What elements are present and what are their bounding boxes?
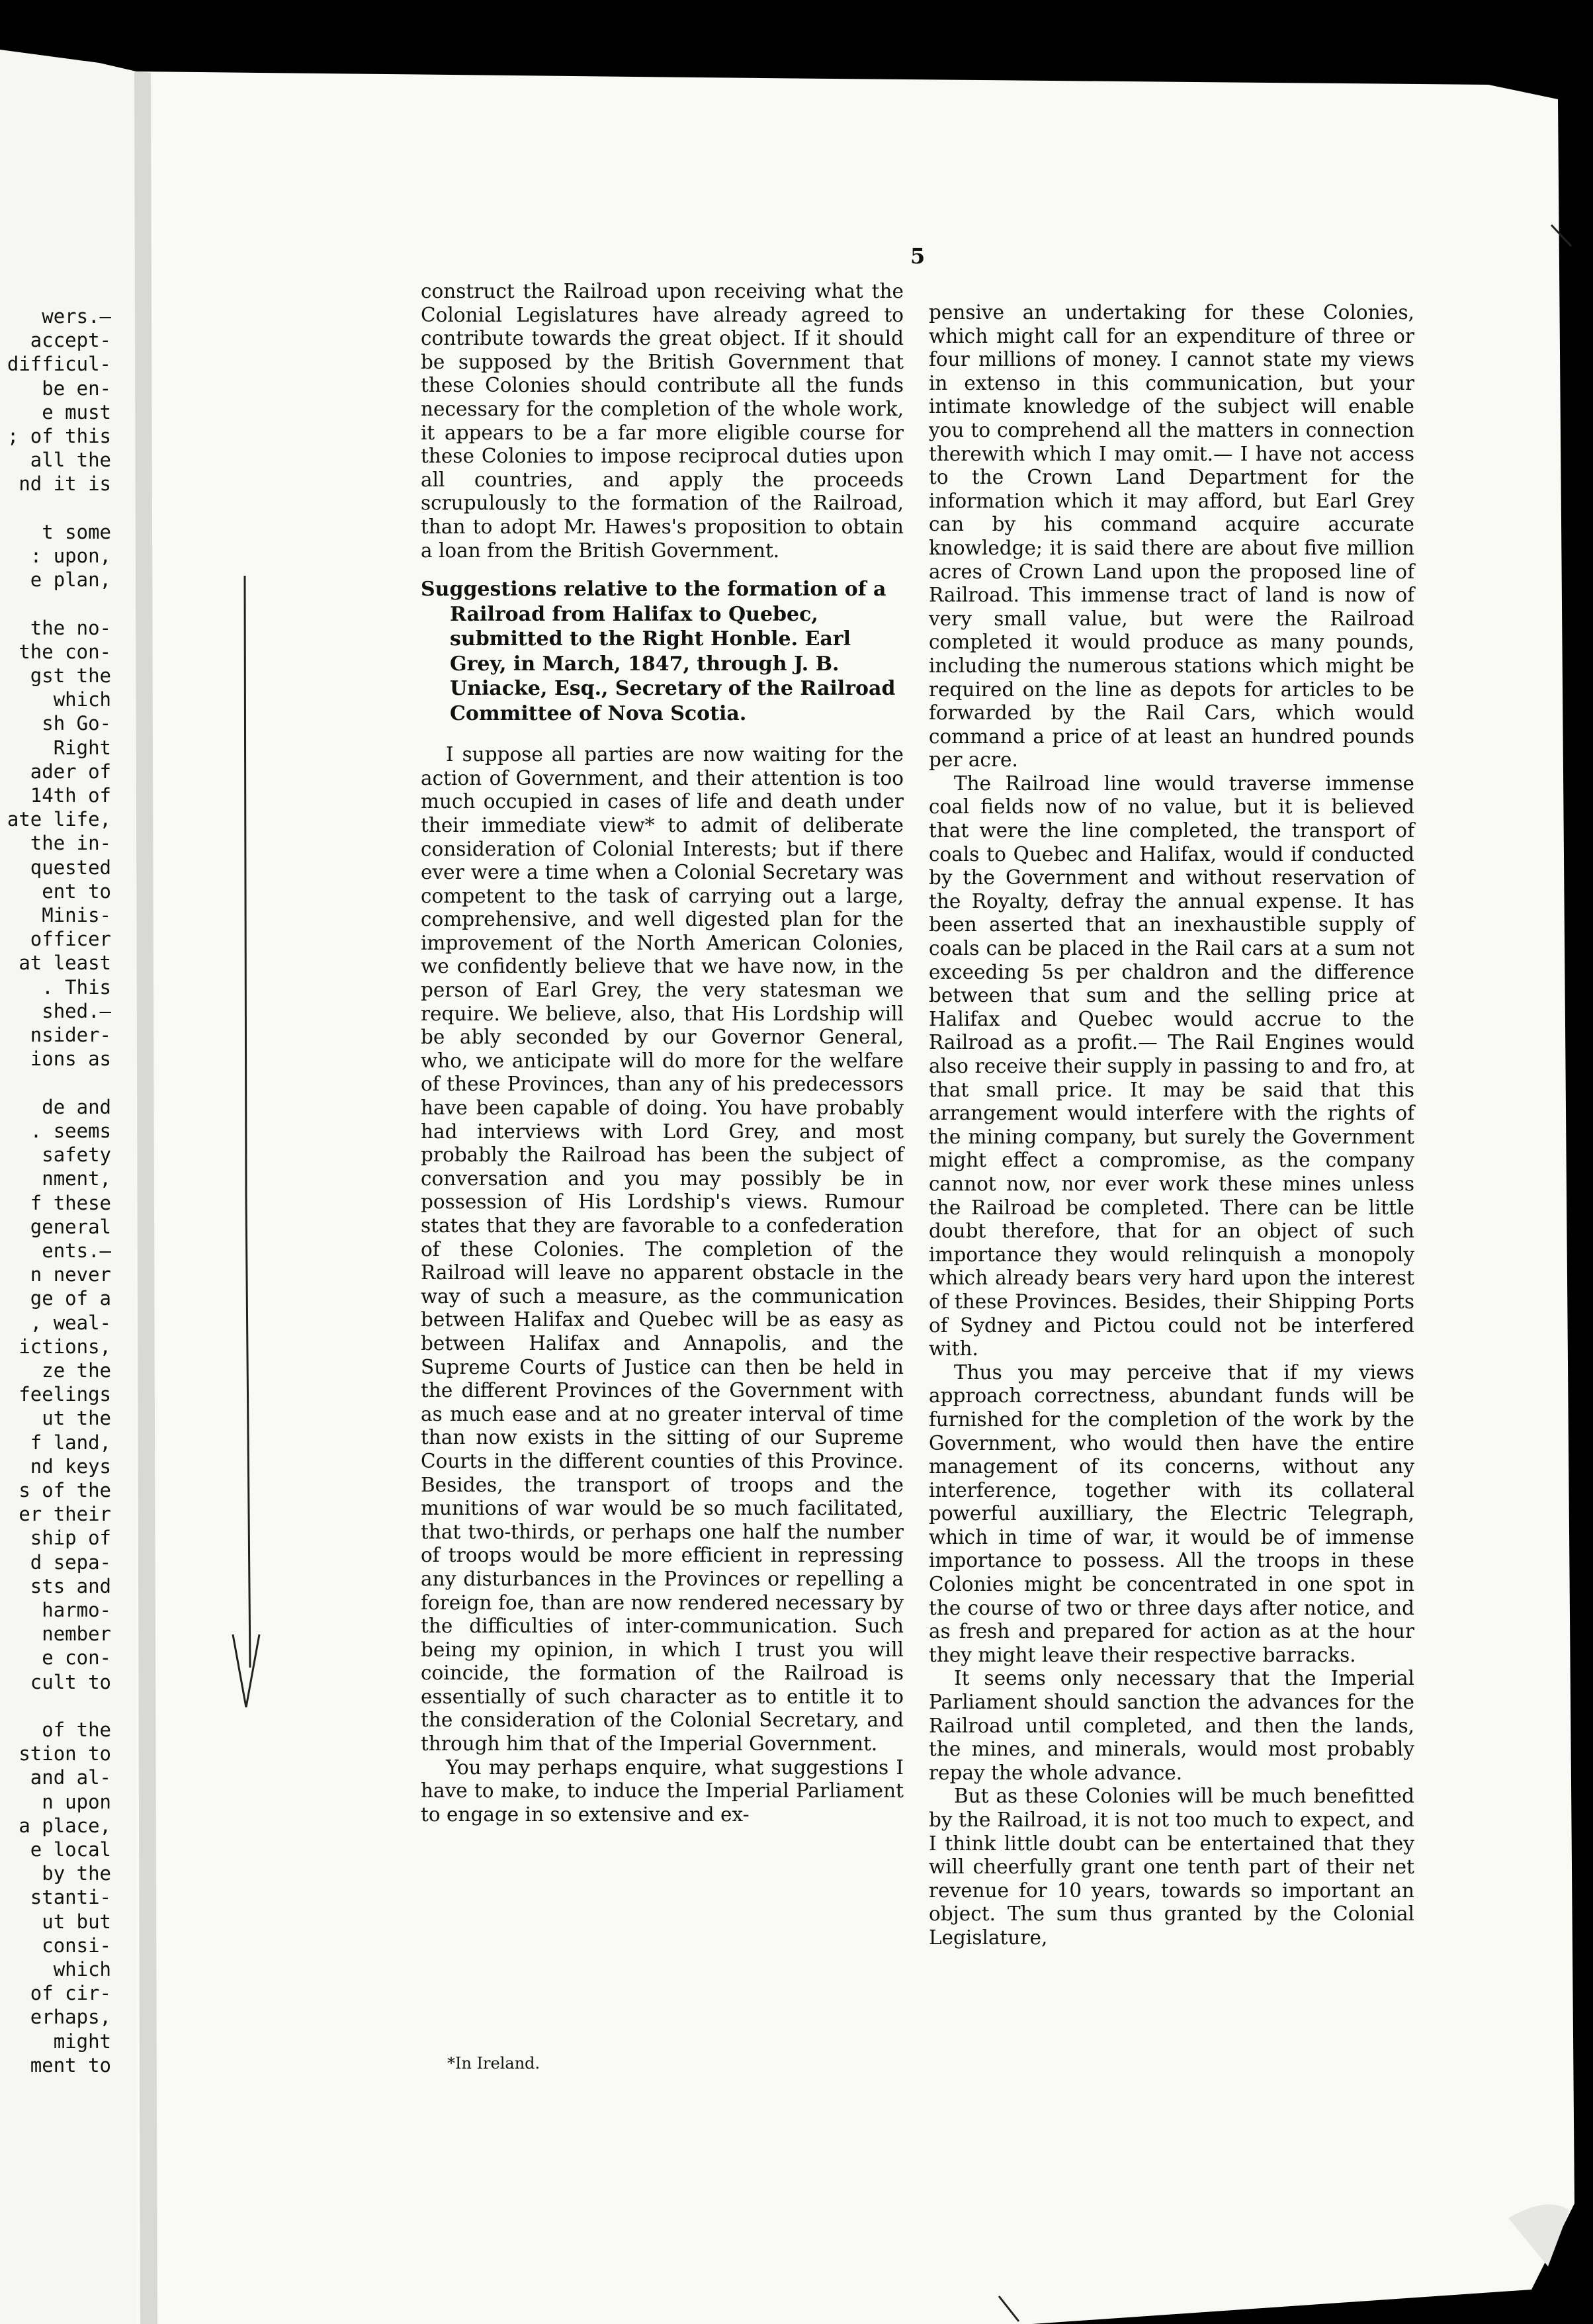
- page-number: 5: [910, 244, 926, 269]
- paragraph: pensive an undertaking for these Colonies, which might call for an expenditure of three or four millions of money. I cannot state my views in extenso in this communication, but your intimate knowledge of the subject will enable you to comprehend all the matters in connection therewith which I may omit.— I have not access to the Crown Land Department for the information which it may afford, but Earl Grey can by his command acquire accurate knowledge; it is said there are about five million acres of Crown Land upon the proposed line of Railroad. This immense tract of land is now of very small value, but were the Railroad completed it would produce as many pounds, including the numerous stations which might be required on the line as depots for articles to be forwarded by the Rail Cars, which would command a price of at least an hundred pounds per acre.: [929, 301, 1414, 772]
- article-heading: Suggestions relative to the formation of a Railroad from Halifax to Quebec, submitted to the Right Honble. Earl Grey, in March, 1847, through J. B. Uniacke, Esq., Secretary of the Railroad Committee of Nova Scotia.: [421, 578, 896, 725]
- paragraph: But as these Colonies will be much benefitted by the Railroad, it is not too much to expect, and I think little doubt can be entertained that they will cheerfully grant one tenth part of their net revenue for 10 years, towards so important an object. The sum thus granted by the Colonial Legislature,: [929, 1785, 1414, 1949]
- paragraph: Thus you may perceive that if my views approach correctness, abundant funds will be furnished for the completion of the work by the Government, who would then have the entire management of its concerns, without any interference, together with its collateral powerful auxilliary, the Electric Telegraph, which in time of war, it would be of immense importance to possess. All the troops in these Colonies might be concentrated in one spot in the course of two or three days after notice, and as fresh and prepared for action as at the hour they might leave their respective barracks.: [929, 1361, 1414, 1666]
- paragraph: I suppose all parties are now waiting for the action of Government, and their attention is too much occupied in cases of life and death under their immediate view* to admit of deliberate consideration of Colonial Interests; but if there ever were a time when a Colonial Secretary was competent to the task of carrying out a large, comprehensive, and well digested plan for the improvement of the North American Colonies, we confidently believe that we have now, in the person of Earl Grey, the very statesman we require. We believe, also, that His Lordship will be ably seconded by our Governor General, who, we anticipate will do more for the welfare of these Provinces, than any of his predecessors have been capable of doing. You have probably had interviews with Lord Grey, and most probably the Railroad has been the subject of conversation and you may possibly be in possession of His Lordship's views. Rumour states that they are favorable to a confederation of these Colonies. The completion of the Railroad will leave no apparent obstacle in the way of such a measure, as the communication between Halifax and Quebec will be as easy as between Halifax and Annapolis, and the Supreme Courts of Justice can then be held in the different Provinces of the Government with as much ease and at no greater interval of time than now exists in the sitting of our Supreme Courts in the different counties of this Province. Besides, the transport of troops and the munitions of war would be so much facilitated, that two-thirds, or perhaps one half the number of troops would be more efficient in repressing any disturbances in the Provinces or repelling a foreign foe, than are now rendered necessary by the difficulties of inter-communication. Such being my opinion, in which I trust you will coincide, the formation of the Railroad is essentially of such character as to entitle it to the consideration of the Colonial Secretary, and through him that of the Imperial Government.: [421, 743, 904, 1756]
- right-column: [929, 301, 1414, 1950]
- paragraph: The Railroad line would traverse immense coal fields now of no value, but it is believed that were the line completed, the transport of coals to Quebec and Halifax, would if conducted by the Government and without reservation of the Royalty, defray the annual expense. It has been asserted that an inexhaustible supply of coals can be placed in the Rail cars at a sum not exceeding 5s per chaldron and the difference between that sum and the selling price at Halifax and Quebec would accrue to the Railroad as a profit.— The Rail Engines would also receive their supply in passing to and fro, at that small price. It may be said that this arrangement would interfere with the rights of the mining company, but surely the Government might effect a compromise, as the company cannot now, nor ever work these mines unless the Railroad be completed. There can be little doubt therefore, that for an object of such importance they would relinquish a monopoly which already bears very hard upon the interest of these Provinces. Besides, their Shipping Ports of Sydney and Pictou could not be interfered with.: [929, 772, 1414, 1361]
- paragraph: construct the Railroad upon receiving what the Colonial Legislatures have already agreed to contribute towards the great object. If it should be supposed by the British Government that these Colonies should contribute all the funds necessary for the completion of the whole work, it appears to be a far more eligible course for these Colonies to impose reciprocal duties upon all countries, and apply the proceeds scrupulously to the formation of the Railroad, than to adopt Mr. Hawes's proposition to obtain a loan from the British Government.: [421, 280, 904, 562]
- paragraph: It seems only necessary that the Imperial Parliament should sanction the advances for the Railroad until completed, and then the lands, the mines, and minerals, would most probably repay the whole advance.: [929, 1667, 1414, 1784]
- left-column: [421, 280, 904, 1826]
- paragraph: You may perhaps enquire, what suggestions I have to make, to induce the Imperial Parliament to engage in so extensive and ex-: [421, 1756, 904, 1826]
- left-page-fragment: wers.— accept- difficul- be en- e must ; of this all the nd it is t some : upon, e plan, the no- the con- gst the which sh Go- Right ader of 14th of ate life, the in- quested ent to Minis- officer at least . This shed.— nsider- ions as de and . seems safety nment, f these general ents.— n never ge of a , weal- ictions, ze the feelings ut the f land, nd keys s of the er their ship of d sepa- sts and harmo- nember e con- cult to of the stion to and al- n upon a place, e local by the stanti- ut but consi- which of cir- erhaps, might ment to: [7, 305, 111, 2077]
- footnote: *In Ireland.: [447, 2054, 540, 2073]
